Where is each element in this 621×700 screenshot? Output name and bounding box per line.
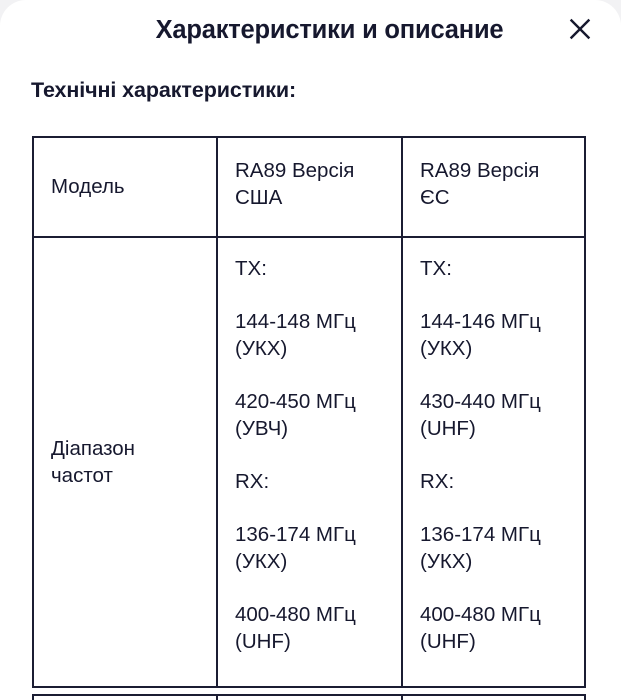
close-icon[interactable] [565,14,595,44]
usa-rx-uhf-unit: (UHF) [235,630,291,654]
usa-tx-vhf-value: 144-148 МГц [235,310,356,334]
eu-tx-uhf-value: 430-440 МГц [420,390,541,414]
table-header-cell-model [33,137,217,237]
column-header-usa-line2: США [235,186,283,210]
column-header-usa-line1: RA89 Версія [235,159,355,182]
specifications-table-container [32,136,584,700]
eu-tx-vhf-block [420,308,568,362]
eu-tx-label-block [420,255,568,282]
eu-tx-uhf-unit: (UHF) [420,417,476,441]
usa-rx-label: RX: [235,470,270,494]
usa-tx-vhf-block [235,308,385,362]
table-header-cell-usa [217,137,402,237]
eu-rx-vhf-unit: (УКХ) [420,550,473,574]
usa-rx-label-block [235,468,385,495]
table-header-row [33,137,585,237]
row-label-line2: частот [51,464,113,487]
column-header-model: Модель [51,175,125,199]
usa-tx-label-block [235,255,385,282]
section-heading: Технічні характеристики: [31,78,297,102]
usa-tx-vhf-unit: (УКХ) [235,337,288,361]
eu-rx-label: RX: [420,470,455,494]
eu-rx-vhf-block [420,521,568,575]
cell-partial-2 [217,695,402,700]
modal-header [0,0,621,62]
row-label-frequency-range [33,237,217,687]
table-row-partial [33,695,585,700]
cell-partial-1 [33,695,217,700]
table-header-cell-eu [402,137,585,237]
usa-rx-uhf-block [235,601,385,655]
column-header-eu-line1: RA89 Версія [420,159,540,182]
eu-rx-label-block [420,468,568,495]
specifications-table-continued [32,694,586,700]
page-title: Характеристики и описание [155,16,504,45]
eu-rx-uhf-block [420,601,568,655]
usa-tx-uhf-value: 420-450 МГц [235,390,356,414]
specifications-table [32,136,586,688]
usa-rx-vhf-unit: (УКХ) [235,550,288,574]
usa-tx-label: TX: [235,257,267,280]
eu-tx-vhf-unit: (УКХ) [420,337,473,361]
cell-frequency-range-usa [217,237,402,687]
usa-rx-vhf-value: 136-174 МГц [235,523,356,547]
eu-tx-uhf-block [420,388,568,442]
cell-partial-3 [402,695,585,700]
usa-rx-uhf-value: 400-480 МГц [235,603,356,627]
cell-frequency-range-eu [402,237,585,687]
usa-tx-uhf-block [235,388,385,442]
eu-rx-uhf-value: 400-480 МГц [420,603,541,627]
usa-tx-uhf-unit: (УВЧ) [235,417,289,441]
usa-rx-vhf-block [235,521,385,575]
eu-rx-uhf-unit: (UHF) [420,630,476,654]
eu-tx-label: TX: [420,257,452,280]
eu-rx-vhf-value: 136-174 МГц [420,523,541,547]
eu-tx-vhf-value: 144-146 МГц [420,310,541,334]
row-label-line1: Діапазон [51,436,136,460]
table-row [33,237,585,687]
column-header-eu-line2: ЄС [420,186,450,210]
